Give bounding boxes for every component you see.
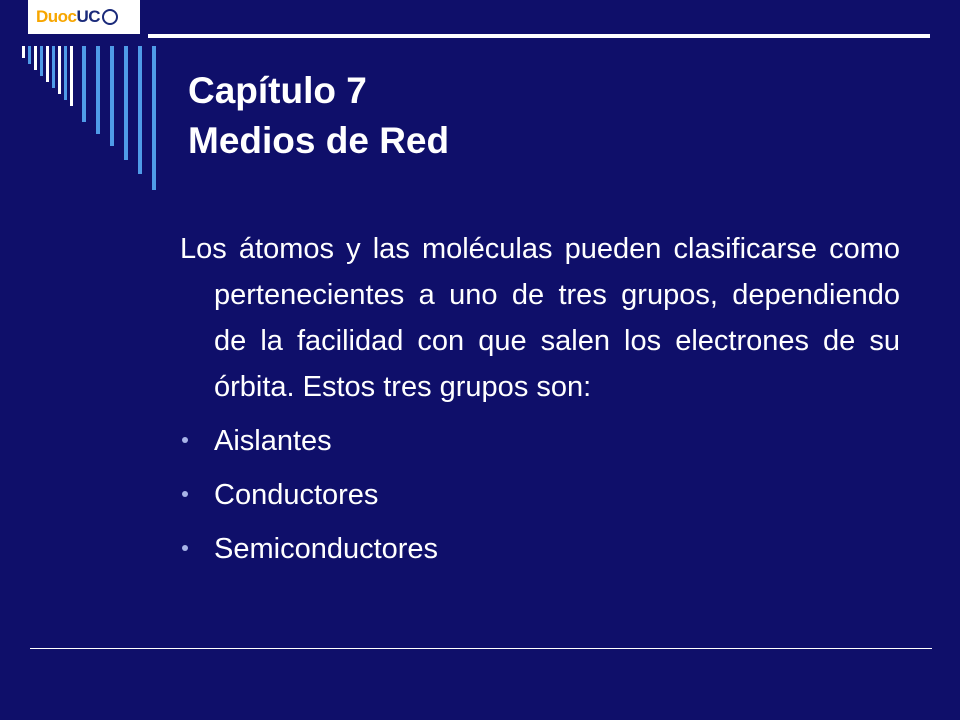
bullet-icon bbox=[182, 491, 188, 497]
stripe-blue-1 bbox=[28, 46, 31, 64]
bullet-item bbox=[180, 526, 900, 572]
stripe-blue-5 bbox=[82, 46, 86, 122]
bullet-text: Aislantes bbox=[214, 425, 332, 457]
stripe-blue-4 bbox=[64, 46, 67, 100]
stripe-blue-3 bbox=[52, 46, 55, 88]
stripe-white-1 bbox=[22, 46, 25, 58]
stripe-white-5 bbox=[70, 46, 73, 106]
bullet-item bbox=[180, 418, 900, 464]
stripe-white-4 bbox=[58, 46, 61, 94]
bullet-item bbox=[180, 472, 900, 518]
stripe-white-3 bbox=[46, 46, 49, 82]
logo-brand-main: Duoc bbox=[36, 7, 77, 26]
slide-body bbox=[180, 226, 900, 580]
title-line-2: Medios de Red bbox=[188, 120, 450, 161]
title-line-1: Capítulo 7 bbox=[188, 70, 367, 111]
slide-title bbox=[188, 66, 449, 166]
stripe-blue-7 bbox=[110, 46, 114, 146]
logo-brand-accent: UC bbox=[76, 7, 101, 26]
bullet-text: Semiconductores bbox=[214, 533, 439, 565]
footer-divider bbox=[30, 648, 932, 649]
stripe-blue-8 bbox=[124, 46, 128, 160]
stripe-blue-9 bbox=[138, 46, 142, 174]
bullet-icon bbox=[182, 545, 188, 551]
stripe-white-2 bbox=[34, 46, 37, 70]
stripe-blue-2 bbox=[40, 46, 43, 76]
bullet-text: Conductores bbox=[214, 479, 379, 511]
decorative-stripes bbox=[0, 0, 160, 200]
bullet-list bbox=[180, 418, 900, 572]
bullet-icon bbox=[182, 437, 188, 443]
body-paragraph: Los átomos y las moléculas pueden clasificarse como pertenecientes a uno de tres grupos, dependiendo de la facilidad con que salen los electrones de su órbita. Estos tres grupos son: bbox=[180, 233, 900, 403]
stripe-blue-6 bbox=[96, 46, 100, 134]
stripe-blue-10 bbox=[152, 46, 156, 190]
header-divider bbox=[148, 34, 930, 38]
